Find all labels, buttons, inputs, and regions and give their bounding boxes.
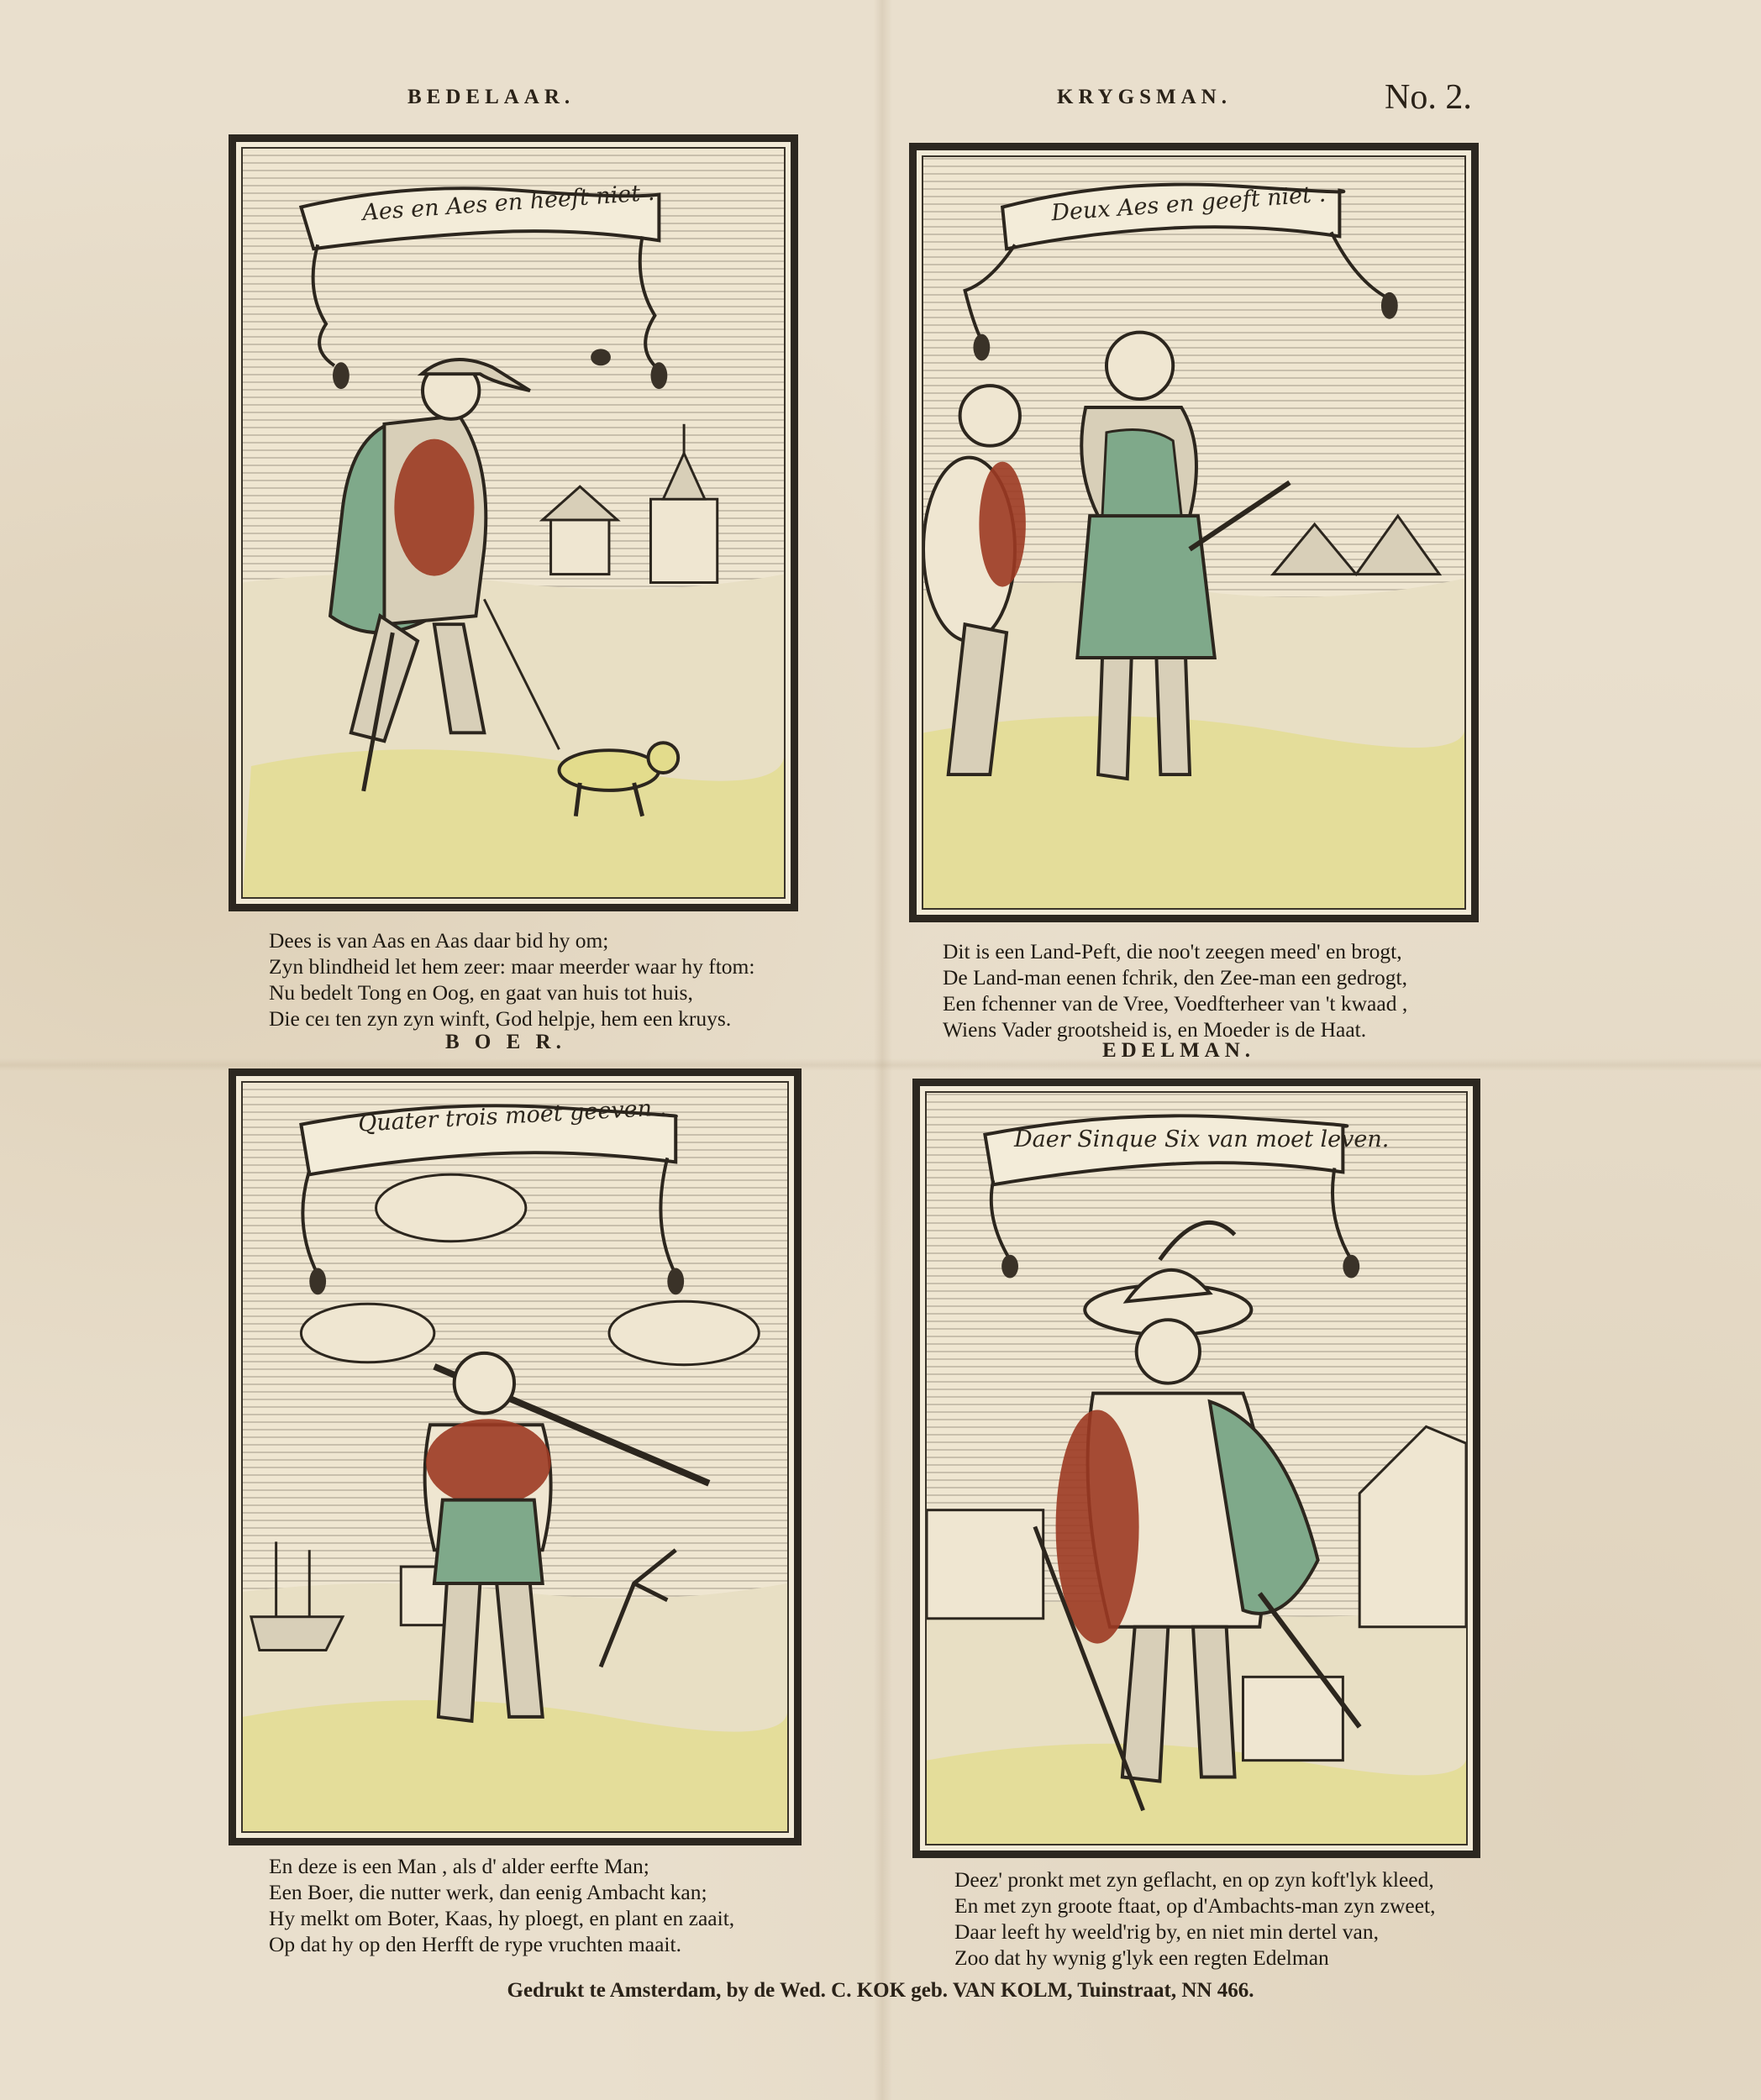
verse-krygsman	[943, 938, 1407, 1042]
woodcut-bedelaar	[229, 134, 798, 911]
verse-bedelaar	[269, 927, 754, 1032]
verse-line: Zoo dat hy wynig g'lyk een regten Edelman	[954, 1945, 1329, 1970]
farmer-illustration	[243, 1083, 787, 1831]
banner-motto: Quater trois moet geeven .	[357, 1095, 667, 1137]
banner-motto: Aes en Aes en heeft niet .	[361, 179, 656, 227]
heading-bedelaar: BEDELAAR.	[407, 86, 576, 108]
verse-line: Zyn blindheid let hem zeer: maar meerder waar hy ftom:	[269, 954, 755, 979]
woodcut-edelman	[912, 1079, 1480, 1858]
verse-line: Dit is een Land-Peft, die noo't zeegen meed' en brogt,	[943, 939, 1402, 963]
woodcut-boer	[229, 1068, 802, 1845]
plate-number: No. 2.	[1385, 78, 1472, 117]
verse-line: Deez' pronkt met zyn geflacht, en op zyn koft'lyk kleed,	[954, 1867, 1434, 1892]
heading-edelman: EDELMAN.	[1102, 1039, 1256, 1062]
verse-line: Een Boer, die nutter werk, dan eenig Ambacht kan;	[269, 1880, 707, 1904]
verse-line: Op dat hy op den Herfft de rype vruchten maait.	[269, 1932, 681, 1956]
soldier-illustration	[923, 157, 1464, 908]
verse-line: Die ceı ten zyn zyn winft, God helpje, hem een kruys.	[269, 1006, 732, 1031]
verse-edelman	[954, 1866, 1435, 1971]
heading-boer: B O E R.	[445, 1031, 566, 1053]
nobleman-illustration	[927, 1093, 1466, 1844]
banner-motto: Daer Sinque Six van moet leven.	[1014, 1126, 1390, 1152]
verse-line: Hy melkt om Boter, Kaas, hy ploegt, en plant en zaait,	[269, 1906, 735, 1930]
woodcut-krygsman	[909, 143, 1479, 922]
verse-line: Daar leeft hy weeld'rig by, en niet min dertel van,	[954, 1919, 1379, 1944]
verse-line: Nu bedelt Tong en Oog, en gaat van huis tot huis,	[269, 980, 693, 1005]
verse-line: Dees is van Aas en Aas daar bid hy om;	[269, 928, 609, 953]
verse-line: En deze is een Man , als d' alder eerfte Man;	[269, 1854, 649, 1878]
beggar-illustration	[243, 149, 784, 897]
verse-line: Een fchenner van de Vree, Voedfterheer van 't kwaad ,	[943, 991, 1408, 1016]
verse-line: De Land-man eenen fchrik, den Zee-man een gedrogt,	[943, 965, 1407, 990]
verse-boer	[269, 1853, 734, 1957]
verse-line: Wiens Vader grootsheid is, en Moeder is de Haat.	[943, 1017, 1367, 1042]
banner-motto: Deux Aes en geeft niet .	[1050, 181, 1327, 227]
imprint-line: Gedrukt te Amsterdam, by de Wed. C. KOK geb. VAN KOLM, Tuinstraat, NN 466.	[507, 1979, 1254, 2002]
verse-line: En met zyn groote ftaat, op d'Ambachts-man zyn zweet,	[954, 1893, 1436, 1918]
heading-krygsman: KRYGSMAN.	[1057, 86, 1232, 108]
